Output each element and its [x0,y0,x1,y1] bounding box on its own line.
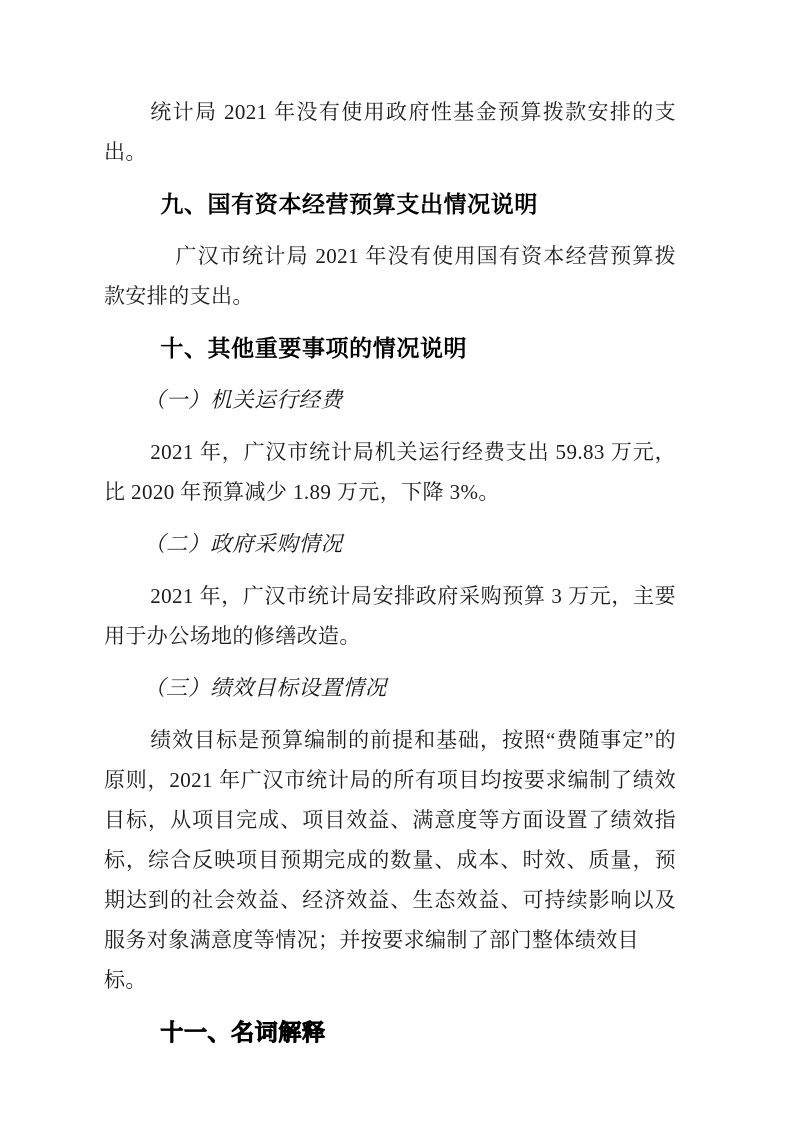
paragraph-operating-funds [104,432,676,512]
text-line: 广汉市统计局 2021 年没有使用国有资本经营预算拨 [175,244,676,268]
text-line: 款安排的支出。 [104,284,254,308]
text-line: 2021 年，广汉市统计局机关运行经费支出 59.83 万元， [150,440,676,464]
section-heading-11: 十一、名词解释 [160,1019,326,1045]
text-line: 绩效目标是预算编制的前提和基础，按照“费随事定”的 [150,728,676,752]
paragraph-performance-targets [104,720,676,1000]
section-heading-9: 九、国有资本经营预算支出情况说明 [160,191,538,217]
text-line: 用于办公场地的修缮改造。 [104,624,361,648]
subsection-heading-2-procurement: （二）政府采购情况 [143,532,343,556]
text-line: 目标，从项目完成、项目效益、满意度等方面设置了绩效指 [104,808,676,832]
paragraph-state-capital-budget [104,236,676,316]
text-line: 2021 年，广汉市统计局安排政府采购预算 3 万元，主要 [150,584,676,608]
text-line: 原则，2021 年广汉市统计局的所有项目均按要求编制了绩效 [104,768,676,792]
text-line: 期达到的社会效益、经济效益、生态效益、可持续影响以及 [104,888,676,912]
text-line: 服务对象满意度等情况；并按要求编制了部门整体绩效目标。 [104,928,639,992]
text-line: 标，综合反映项目预期完成的数量、成本、时效、质量，预 [104,848,676,872]
text-line: 比 2020 年预算减少 1.89 万元，下降 3%。 [104,480,500,504]
paragraph-procurement [104,576,676,656]
text-line: 统计局 2021 年没有使用政府性基金预算拨款安排的支 [150,100,676,124]
page-content [104,92,676,1052]
subsection-heading-3-performance-targets: （三）绩效目标设置情况 [143,676,387,700]
section-heading-10: 十、其他重要事项的情况说明 [160,335,468,361]
text-line: 出。 [104,140,147,164]
subsection-heading-1-operating-funds: （一）机关运行经费 [143,388,343,412]
paragraph-gov-fund-expenditure [104,92,676,172]
